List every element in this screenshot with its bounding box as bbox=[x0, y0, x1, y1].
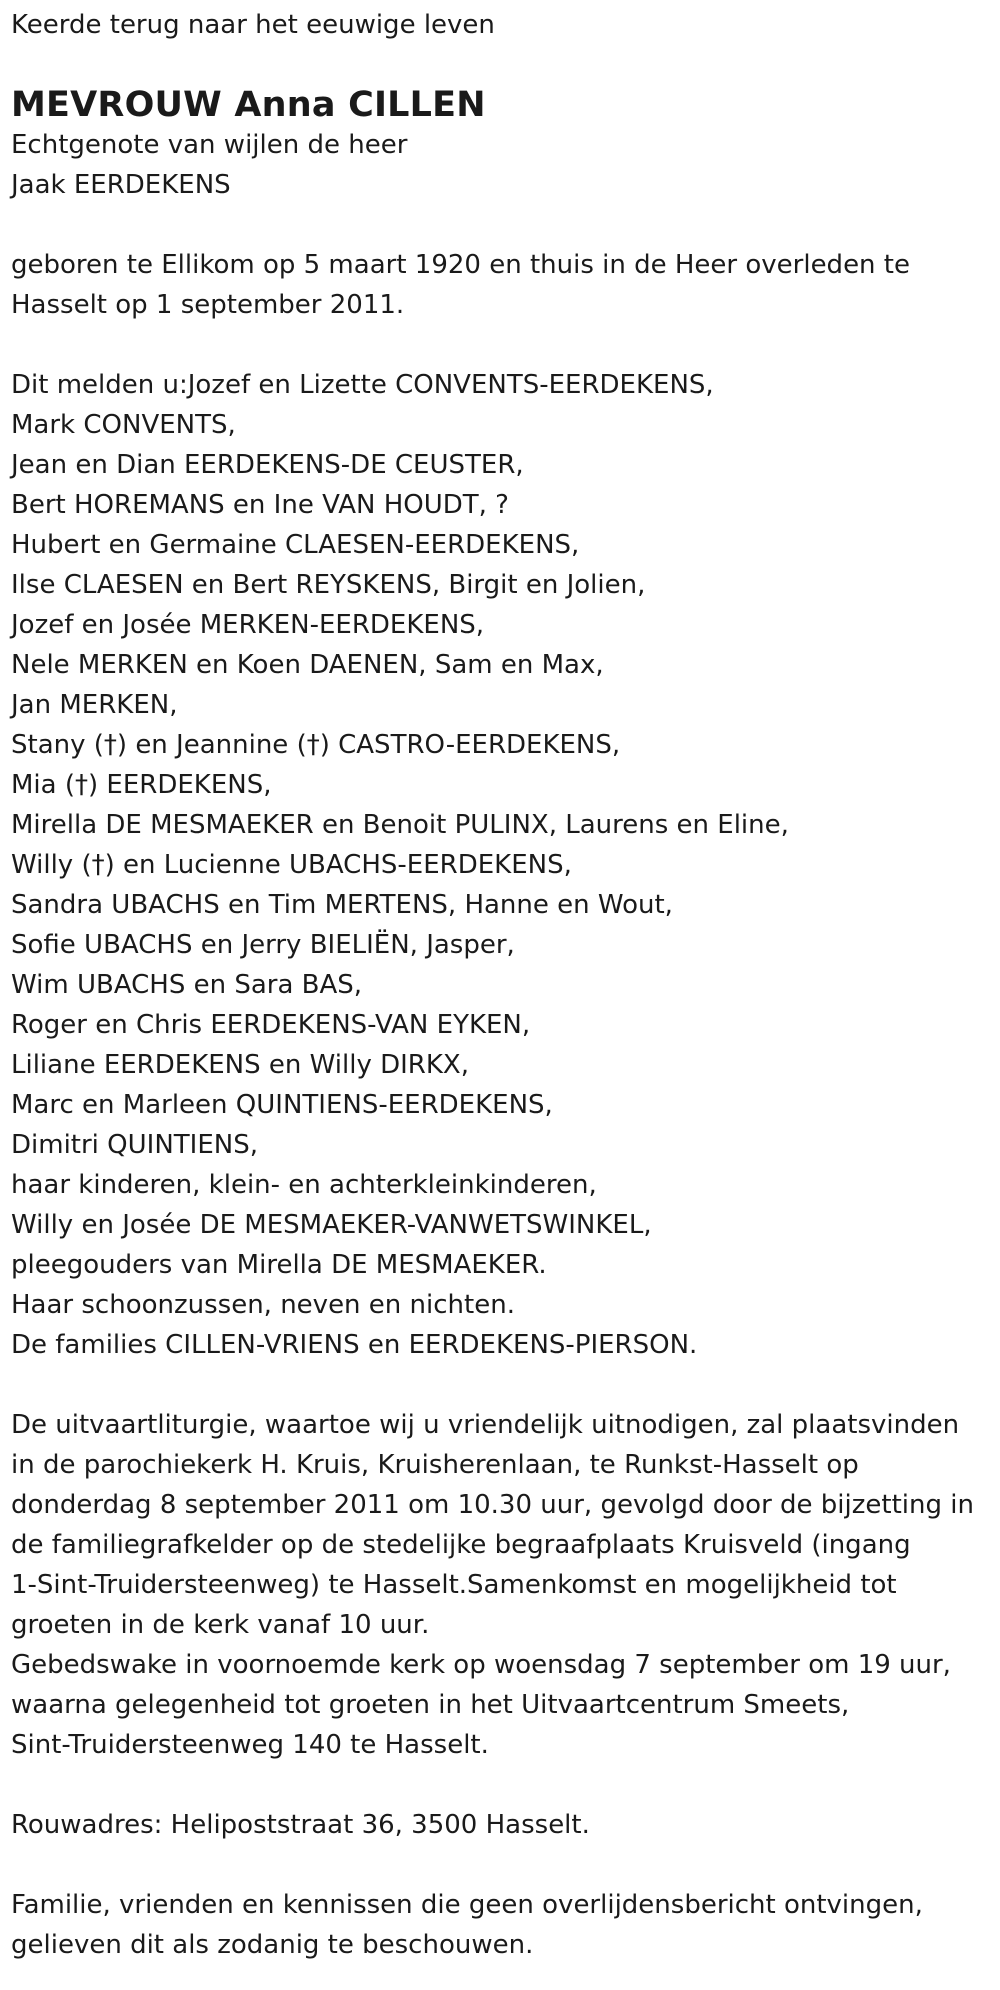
closing-line: gelieven dit als zodanig te beschouwen. bbox=[11, 1930, 534, 1960]
family-line: Mia (†) EERDEKENS, bbox=[11, 770, 272, 800]
paragraph-gap bbox=[11, 1365, 991, 1405]
family-line: Ilse CLAESEN en Bert REYSKENS, Birgit en Jolien, bbox=[11, 570, 646, 600]
obituary-notice bbox=[11, 0, 991, 1965]
funeral-line: waarna gelegenheid tot groeten in het Uitvaartcentrum Smeets, bbox=[11, 1690, 850, 1720]
family-line: Sandra UBACHS en Tim MERTENS, Hanne en Wout, bbox=[11, 890, 673, 920]
family-line: Sofie UBACHS en Jerry BIELIËN, Jasper, bbox=[11, 930, 515, 960]
family-line: Bert HOREMANS en Ine VAN HOUDT, ? bbox=[11, 490, 509, 520]
family-line: Dit melden u:Jozef en Lizette CONVENTS-EERDEKENS, bbox=[11, 370, 714, 400]
family-line: Stany (†) en Jeannine (†) CASTRO-EERDEKENS, bbox=[11, 730, 621, 760]
funeral-line: de familiegrafkelder op de stedelijke begraafplaats Kruisveld (ingang bbox=[11, 1530, 911, 1560]
spouse-line: Echtgenote van wijlen de heer bbox=[11, 130, 408, 160]
family-line: pleegouders van Mirella DE MESMAEKER. bbox=[11, 1250, 547, 1280]
funeral-line: Sint-Truidersteenweg 140 te Hasselt. bbox=[11, 1730, 489, 1760]
family-line: Haar schoonzussen, neven en nichten. bbox=[11, 1290, 515, 1320]
family-line: Wim UBACHS en Sara BAS, bbox=[11, 970, 363, 1000]
family-line: Jan MERKEN, bbox=[11, 690, 178, 720]
paragraph-gap bbox=[11, 205, 991, 245]
family-line: Nele MERKEN en Koen DAENEN, Sam en Max, bbox=[11, 650, 604, 680]
spouse-line: Jaak EERDEKENS bbox=[11, 170, 231, 200]
funeral-info bbox=[11, 1405, 991, 1765]
funeral-line: 1-Sint-Truidersteenweg) te Hasselt.Samenkomst en mogelijkheid tot bbox=[11, 1570, 897, 1600]
family-line: Willy (†) en Lucienne UBACHS-EERDEKENS, bbox=[11, 850, 572, 880]
family-line: Roger en Chris EERDEKENS-VAN EYKEN, bbox=[11, 1010, 531, 1040]
family-line: Liliane EERDEKENS en Willy DIRKX, bbox=[11, 1050, 469, 1080]
closing-note bbox=[11, 1885, 991, 1965]
family-line: Dimitri QUINTIENS, bbox=[11, 1130, 258, 1160]
family-line: Jozef en Josée MERKEN-EERDEKENS, bbox=[11, 610, 485, 640]
deceased-name: MEVROUW Anna CILLEN bbox=[11, 85, 486, 125]
family-line: Mark CONVENTS, bbox=[11, 410, 236, 440]
birth-death-line: Hasselt op 1 september 2011. bbox=[11, 290, 405, 320]
funeral-line: Gebedswake in voornoemde kerk op woensdag 7 september om 19 uur, bbox=[11, 1650, 951, 1680]
closing-line: Familie, vrienden en kennissen die geen overlijdensbericht ontvingen, bbox=[11, 1890, 923, 1920]
funeral-line: De uitvaartliturgie, waartoe wij u vriendelijk uitnodigen, zal plaatsvinden bbox=[11, 1410, 960, 1440]
funeral-line: in de parochiekerk H. Kruis, Kruisherenlaan, te Runkst-Hasselt op bbox=[11, 1450, 859, 1480]
family-line: De families CILLEN-VRIENS en EERDEKENS-PIERSON. bbox=[11, 1330, 698, 1360]
intro-line: Keerde terug naar het eeuwige leven bbox=[11, 10, 495, 40]
funeral-line: groeten in de kerk vanaf 10 uur. bbox=[11, 1610, 430, 1640]
family-line: Willy en Josée DE MESMAEKER-VANWETSWINKEL, bbox=[11, 1210, 652, 1240]
family-line: Jean en Dian EERDEKENS-DE CEUSTER, bbox=[11, 450, 524, 480]
paragraph-gap bbox=[11, 1845, 991, 1885]
funeral-line: donderdag 8 september 2011 om 10.30 uur, gevolgd door de bijzetting in bbox=[11, 1490, 974, 1520]
family-line: Marc en Marleen QUINTIENS-EERDEKENS, bbox=[11, 1090, 553, 1120]
family-list bbox=[11, 365, 991, 1365]
paragraph-gap bbox=[11, 325, 991, 365]
birth-death-line: geboren te Ellikom op 5 maart 1920 en thuis in de Heer overleden te bbox=[11, 250, 910, 280]
spouse-section bbox=[11, 125, 991, 205]
address-line: Rouwadres: Helipoststraat 36, 3500 Hasselt. bbox=[11, 1810, 590, 1840]
family-line: haar kinderen, klein- en achterkleinkinderen, bbox=[11, 1170, 597, 1200]
birth-death-section bbox=[11, 245, 991, 325]
mourning-address bbox=[11, 1805, 991, 1845]
family-line: Hubert en Germaine CLAESEN-EERDEKENS, bbox=[11, 530, 580, 560]
family-line: Mirella DE MESMAEKER en Benoit PULINX, Laurens en Eline, bbox=[11, 810, 789, 840]
paragraph-gap bbox=[11, 1765, 991, 1805]
